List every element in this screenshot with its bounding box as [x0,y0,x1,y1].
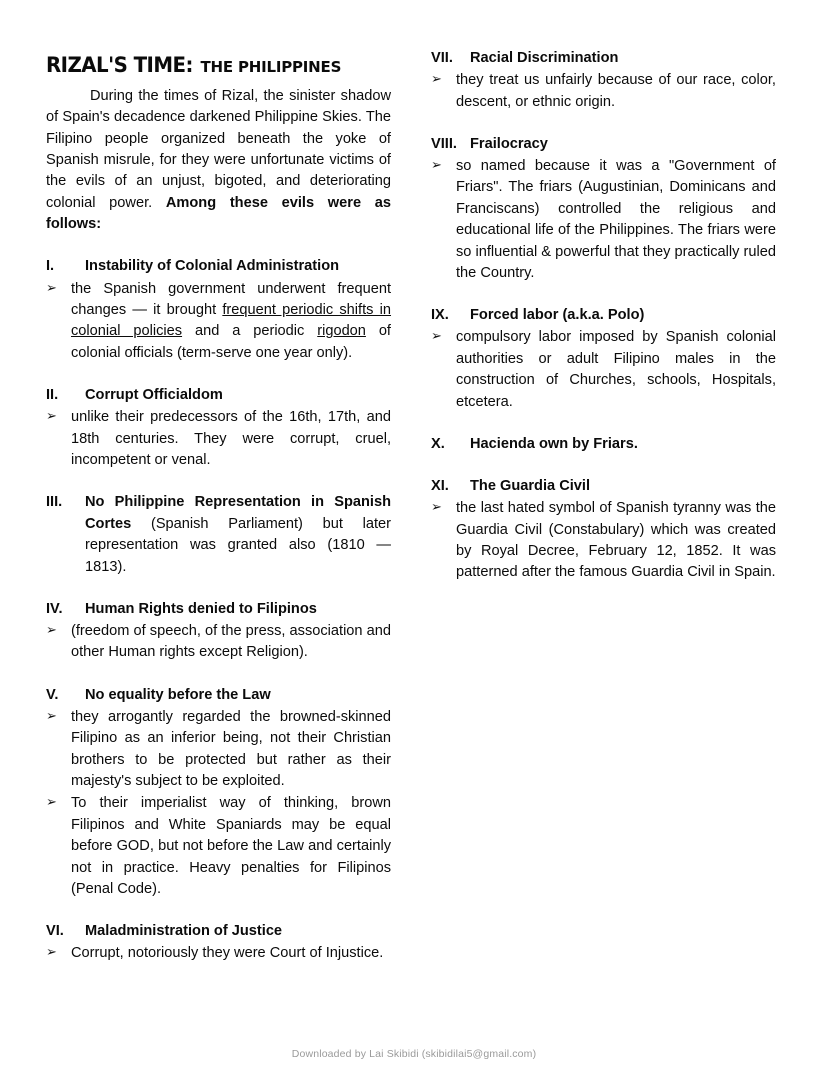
section-xi [431,476,776,584]
section-body-text: (Spanish Parliament) but later representation was granted also (1810 —1813). [85,515,391,575]
arrow-bullet-icon: ➢ [46,945,57,961]
bullet-item [46,793,391,900]
section-heading [46,256,391,277]
download-footer: Downloaded by Lai Skibidi (skibidilai5@gmail.com) [291,1048,537,1060]
bullet-item [431,70,776,113]
page-title [46,44,391,80]
bullet-text-run: of colonial officials (term-serve one year only). [71,323,391,361]
section-number: XI. [431,478,449,495]
section-title: The Guardia Civil [470,478,591,495]
section-heading [431,48,776,69]
arrow-bullet-icon: ➢ [431,329,442,345]
section-x [431,434,776,455]
section-ii [46,385,391,471]
section-heading [46,599,391,620]
section-iii [46,492,391,578]
bullet-text [456,498,776,584]
arrow-bullet-icon: ➢ [431,72,442,88]
section-vii [431,48,776,113]
section-number: III. [46,494,63,511]
arrow-bullet-icon: ➢ [46,280,57,296]
section-iv [46,599,391,664]
section-title: Human Rights denied to Filipinos [85,600,317,617]
bullet-item [431,498,776,584]
section-number: V. [46,686,59,703]
section-heading-block [46,492,391,578]
section-v [46,685,391,901]
bullet-text-run: unlike their predecessors of the 16th, 17th, and 18th centuries. They were corrupt, cruel, incompetent or venal. [71,409,391,469]
section-number: I. [46,258,55,275]
arrow-bullet-icon: ➢ [431,158,442,174]
right-section-list [431,48,776,584]
bullet-text [456,156,776,284]
section-number: VI. [46,923,64,940]
section-number: X. [431,435,445,452]
section-number: IV. [46,600,63,617]
bullet-text [71,793,391,900]
bullet-item [46,407,391,471]
page-title-subtitle: THE PHILIPPINES [200,58,342,76]
page-title-main: RIZAL'S TIME: [46,53,193,78]
bullet-item [46,279,391,365]
arrow-bullet-icon: ➢ [431,500,442,516]
bullet-text [456,327,776,413]
section-heading [46,385,391,406]
section-i [46,256,391,364]
bullet-item [46,621,391,664]
bullet-item [46,943,391,964]
section-title: Racial Discrimination [470,50,619,66]
section-number: II. [46,387,59,404]
bullet-text-run: they treat us unfairly because of our race, color, descent, or ethnic origin. [456,72,776,110]
left-column [46,44,391,965]
section-heading [46,921,391,942]
section-viii [431,134,776,284]
bullet-text-run: the last hated symbol of Spanish tyranny was the Guardia Civil (Constabulary) which was created by Royal Decree, February 12, 1852. It was patterned after the famous Guardia Civil in Spain. [456,500,776,581]
bullet-text [71,707,391,793]
bullet-text [71,621,391,664]
bullet-item [431,327,776,413]
bullet-text-run: and a periodic [182,323,318,340]
bullet-text-run: the Spanish government underwent frequent changes — it brought [71,280,391,318]
section-ix [431,305,776,413]
arrow-bullet-icon: ➢ [46,409,57,425]
section-title: Corrupt Officialdom [85,387,223,404]
section-number: VII. [431,50,453,66]
bullet-item [431,156,776,284]
left-section-list [46,256,391,964]
section-title: Maladministration of Justice [85,923,283,940]
bullet-text [456,70,776,113]
section-vi [46,921,391,965]
bullet-text [71,279,391,365]
bullet-text-run: (freedom of speech, of the press, association and other Human rights except Religion). [71,623,391,661]
underlined-phrase: rigodon [317,323,366,340]
bullet-text-run: To their imperialist way of thinking, brown Filipinos and White Spaniards may be equal before GOD, but not before the Law and certainly not in practice. Heavy penalties for Filipinos (Penal Code). [71,795,391,897]
section-title: Hacienda own by Friars. [470,435,638,452]
arrow-bullet-icon: ➢ [46,795,57,811]
arrow-bullet-icon: ➢ [46,623,57,639]
section-number: VIII. [431,135,457,152]
section-title: No Philippine Representation in Spanish Cortes [85,494,391,532]
section-title: Forced labor (a.k.a. Polo) [470,307,645,324]
right-column [431,44,776,965]
intro-text-bold: Among these evils were as follows: [46,194,391,233]
section-number: IX. [431,307,449,324]
section-heading [431,134,776,155]
section-heading [431,434,776,455]
section-heading [46,685,391,706]
bullet-text [71,943,391,964]
section-heading [431,305,776,326]
section-title: Instability of Colonial Administration [85,258,340,275]
arrow-bullet-icon: ➢ [46,708,57,724]
bullet-item [46,707,391,793]
intro-text: During the times of Rizal, the sinister shadow of Spain's decadence darkened Philippine Skies. The Filipino people organized beneath the yoke of Spanish misrule, for they were unfortunate victims of the evils of an unjust, bigoted, and deteriorating colonial power. [46,87,391,211]
bullet-text-run: compulsory labor imposed by Spanish colonial authorities or adult Filipino males in the construction of Churches, schools, Hospitals, etcetera. [456,329,776,410]
bullet-text-run: they arrogantly regarded the browned-skinned Filipino as an inferior being, not their Christian brothers to be protected but rather as their majesty's subject to be exploited. [71,708,391,790]
section-title: No equality before the Law [85,686,271,703]
section-title: Frailocracy [470,135,548,152]
section-heading [431,476,776,497]
underlined-phrase: frequent periodic shifts in colonial policies [71,301,392,340]
bullet-text [71,407,391,471]
bullet-text-run: so named because it was a "Government of Friars". The friars (Augustinian, Dominicans and Franciscans) controlled the religious and educational life of the Philippines. The friars were so influential & powerful that they practically ruled the Country. [456,158,776,281]
intro-paragraph [46,86,391,236]
bullet-text-run: Corrupt, notoriously they were Court of Injustice. [71,945,384,962]
